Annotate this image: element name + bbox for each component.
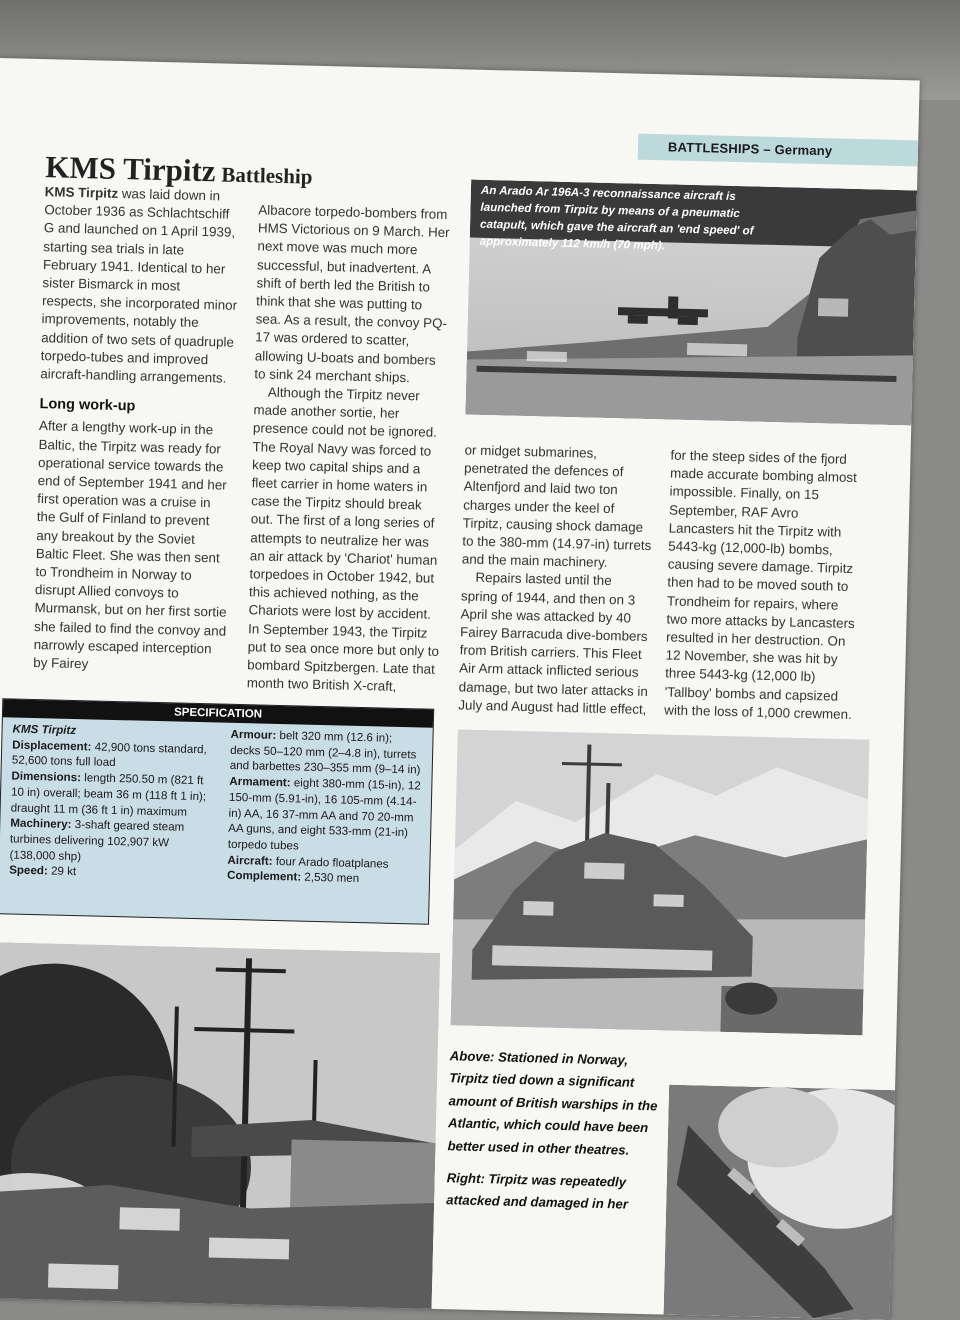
photo-tirpitz-fjord-image <box>451 729 870 1035</box>
caption-above: Above: Stationed in Norway, Tirpitz tied down a significant amount of British warships in the Atlantic, which could have been better used in other theatres. <box>447 1048 658 1158</box>
spec-value: length 250.50 m (821 ft 10 in) overall; beam 36 m (118 ft 1 in); draught 11 m (36 ft 1 in) maximum <box>10 771 207 819</box>
body-paragraph: After a lengthy work-up in the Baltic, the Tirpitz was ready for operational service towards the end of September 1941 and her first operation was a cruise in the Gulf of Finland to prevent any breakout by the Soviet Baltic Fleet. She was then sent to Trondheim in Norway to disrupt Allied convoys to Murmansk, but on her first sortie she failed to find the convoy and narrowly escaped interception by Fairey <box>33 418 227 672</box>
caption-block <box>446 1045 660 1227</box>
body-paragraph: Although the Tirpitz never made another sortie, her presence could not be ignored. The Royal Navy was forced to keep two capital ships and a fleet carrier in home waters in case the Tirpitz should break out. The first of a long series of attempts to neutralize her was an air attack by 'Chariot' human torpedoes in October 1942, but this achieved nothing, as the Chariots were lost by accident. In September 1943, the Tirpitz put to sea once more but only to bombard Spitzbergen. Late that month two British X-craft, <box>246 384 440 695</box>
photo-tirpitz-attacked <box>663 1085 899 1320</box>
subheading: Long work-up <box>39 396 136 415</box>
spec-label: Machinery: <box>10 816 72 832</box>
spec-label: Displacement: <box>12 738 92 754</box>
photo-tirpitz-firing <box>0 942 440 1320</box>
book-page <box>0 58 920 1320</box>
spec-value: 42,900 tons standard, 52,600 tons full load <box>11 740 207 770</box>
spec-label: Complement: <box>226 869 302 884</box>
photo-arado-launch <box>465 180 917 426</box>
spec-label: Armament: <box>229 774 291 790</box>
photo-tirpitz-fjord <box>451 729 870 1035</box>
body-paragraph: Repairs lasted until the spring of 1944, and then on 3 April she was attacked by 40 Fairey Barracuda dive-bombers from British carriers. This Fleet Air Arm attack inflicted serious damage, but two later attacks in July and August had little effect, <box>458 570 648 717</box>
title-ship-name: KMS Tirpitz <box>44 149 216 189</box>
intro-paragraph: was laid down in October 1936 as Schlachtschiff G and launched on 1 April 1939, starting sea trials in late February 1941. Identical to her sister Bismarck in most respects, she incorporated minor improvements, notably the addition of two sets of quadruple torpedo-tubes and improved aircraft-handling arrangements. <box>40 186 238 386</box>
photo-tirpitz-attacked-image <box>663 1085 899 1320</box>
spec-left-column <box>9 722 213 884</box>
text-column-4 <box>664 447 861 725</box>
text-column-2 <box>247 201 454 697</box>
spec-value: 29 kt <box>50 864 77 879</box>
photo-caption: An Arado Ar 196A-3 reconnaissance aircraft is launched from Tirpitz by means of a pneumatic catapult, which gave the aircraft an 'end speed' of approximately 112 km/h (70 mph). <box>479 183 754 253</box>
section-header: BATTLESHIPS – Germany <box>667 139 833 159</box>
spec-right-column <box>227 727 426 889</box>
text-column-3 <box>458 441 655 719</box>
body-paragraph: for the steep sides of the fjord made accurate bombing almost impossible. Finally, on 15 September, RAF Avro Lancasters hit the Tirpitz with 5443-kg (12,000-lb) bombs, causing severe damage. Tirpitz then had to be moved south to Trondheim for repairs, where two more attacks by Lancasters resulted in her destruction. On 12 November, she was hit by three 5443-kg (12,000 lb) 'Tallboy' bombs and capsized with the loss of 1,000 crewmen. <box>664 447 858 722</box>
spec-label: Dimensions: <box>11 769 82 785</box>
spec-value: belt 320 mm (12.6 in); decks 50–120 mm (2–4.8 in), turrets and barbettes 230–355 mm (9–14 in) <box>229 729 421 777</box>
spec-ship-name: KMS Tirpitz <box>12 722 77 738</box>
body-paragraph: Albacore torpedo-bombers from HMS Victorious on 9 March. Her next move was much more successful, but inadvertent. A shift of berth led the British to think that she was putting to sea. As a result, the convoy PQ-17 was ordered to scatter, allowing U-boats and bombers to sink 24 merchant ships. <box>254 202 450 385</box>
spec-value: four Arado floatplanes <box>275 854 389 871</box>
title-ship-type: Battleship <box>221 162 313 189</box>
specification-box <box>0 698 434 924</box>
lead-in: KMS Tirpitz <box>44 184 119 201</box>
photo-tirpitz-firing-image <box>0 942 440 1320</box>
caption-right: Right: Tirpitz was repeatedly attacked and damaged in her <box>446 1170 629 1213</box>
spec-value: 2,530 men <box>304 871 360 886</box>
spec-label: Speed: <box>8 863 48 878</box>
spec-value: 3-shaft geared steam turbines delivering 102,907 kW (138,000 shp) <box>9 818 185 863</box>
specification-heading: SPECIFICATION <box>3 699 433 728</box>
spec-value: eight 380-mm (15-in), 12 150-mm (5.91-in), 16 105-mm (4.14-in) AA, 16 37-mm AA and 70 20-mm AA guns, and eight 533-mm (21-in) torpedo tubes <box>227 776 421 853</box>
spec-label: Armour: <box>230 727 277 742</box>
spec-label: Aircraft: <box>227 853 273 868</box>
text-column-1 <box>33 183 240 677</box>
body-paragraph: or midget submarines, penetrated the defences of Altenfjord and laid two ton charges under the keel of Tirpitz, causing shock damage to the 380-mm (14.97-in) turrets and the main machinery. <box>461 442 652 571</box>
